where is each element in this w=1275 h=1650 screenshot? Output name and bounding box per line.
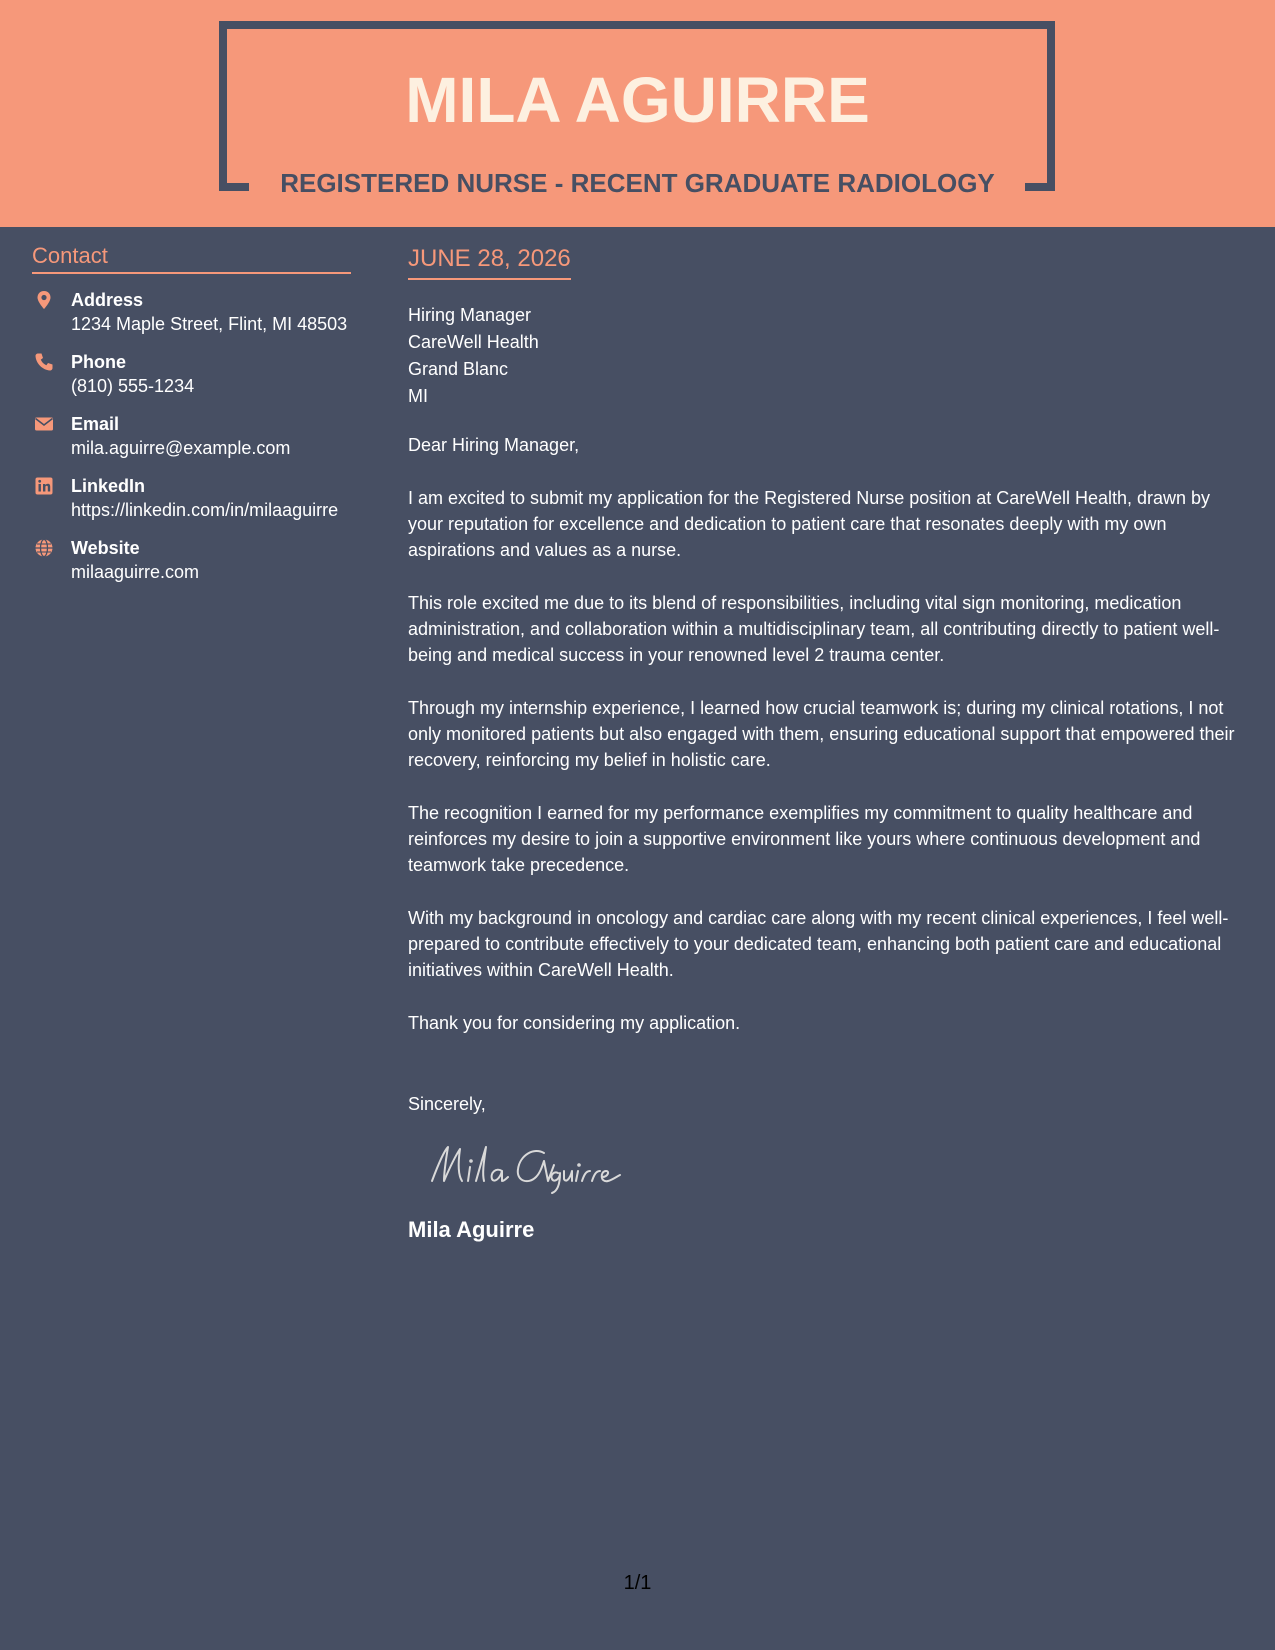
letter-paragraph: The recognition I earned for my performance exemplifies my commitment to quality healthcare and reinforces my desire to join a supportive environment like yours where continuous development and teamwork take precedence. (408, 803, 1201, 875)
contact-value: mila.aguirre@example.com (71, 438, 291, 458)
contact-value: (810) 555-1234 (71, 376, 195, 396)
letter-paragraph: I am excited to submit my application for the Registered Nurse position at CareWell Health, drawn by your reputation for excellence and dedication to patient care that resonates deeply with my own aspirations and values as a nurse. (408, 488, 1211, 560)
globe-icon (34, 538, 54, 558)
contact-item-email (32, 412, 351, 460)
contact-label: Email (71, 414, 120, 434)
signature-image (424, 1137, 664, 1197)
contact-label: Website (71, 538, 140, 558)
letter-paragraph: This role excited me due to its blend of responsibilities, including vital sign monitoring, medication administration, and collaboration within a multidisciplinary team, all contributing directly to patient well-being and medical success in your renowned level 2 trauma center. (408, 593, 1220, 665)
contact-label: LinkedIn (71, 476, 146, 496)
letter-body (408, 244, 1248, 1244)
contact-item-linkedin (32, 474, 351, 522)
recipient-line: Hiring Manager (408, 305, 532, 325)
phone-icon (34, 352, 54, 372)
recipient-line: MI (408, 386, 428, 406)
letter-greeting: Dear Hiring Manager, (408, 435, 580, 455)
letter-closing: Sincerely, (408, 1094, 486, 1114)
signer-name: Mila Aguirre (408, 1217, 535, 1242)
recipient-line: CareWell Health (408, 332, 539, 352)
applicant-role: REGISTERED NURSE - RECENT GRADUATE RADIOLOGY (280, 168, 995, 198)
contact-label: Address (71, 290, 144, 310)
contact-item-address (32, 288, 351, 336)
contact-value: https://linkedin.com/in/milaaguirre (71, 500, 339, 520)
contact-title: Contact (32, 242, 351, 274)
applicant-name: MILA AGUIRRE (405, 64, 870, 136)
contact-value: milaaguirre.com (71, 562, 200, 582)
recipient-block (408, 302, 1248, 410)
contact-label: Phone (71, 352, 127, 372)
header-banner (0, 0, 1275, 227)
letter-date: JUNE 28, 2026 (408, 244, 571, 280)
linkedin-icon (34, 476, 54, 496)
contact-item-website (32, 536, 351, 584)
contact-value: 1234 Maple Street, Flint, MI 48503 (71, 314, 348, 334)
page-number: 1/1 (623, 1572, 652, 1594)
letter-paragraph: Thank you for considering my application. (408, 1013, 741, 1033)
letter-paragraph: Through my internship experience, I learned how crucial teamwork is; during my clinical rotations, I not only monitored patients but also engaged with them, ensuring educational support that empowered their recovery, reinforcing my belief in holistic care. (408, 698, 1235, 770)
map-pin-icon (34, 290, 54, 310)
recipient-line: Grand Blanc (408, 359, 509, 379)
envelope-icon (34, 414, 54, 434)
contact-sidebar (32, 242, 351, 584)
contact-item-phone (32, 350, 351, 398)
letter-paragraph: With my background in oncology and cardiac care along with my recent clinical experiences, I feel well-prepared to contribute effectively to your dedicated team, enhancing both patient care and educational initiatives within CareWell Health. (408, 908, 1229, 980)
